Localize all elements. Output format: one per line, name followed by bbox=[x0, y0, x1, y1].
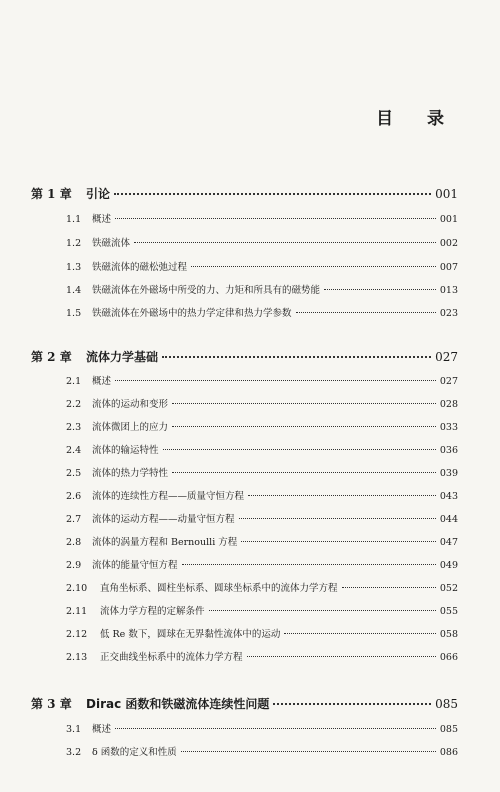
section-title: 概述 bbox=[92, 376, 112, 387]
section-title: 铁磁流体 bbox=[92, 238, 131, 249]
dot-leader bbox=[115, 218, 436, 219]
dot-leader bbox=[115, 728, 436, 729]
dot-leader bbox=[273, 703, 431, 705]
toc-chapter-3[interactable] bbox=[31, 695, 458, 712]
section-title: 流体的运动和变形 bbox=[92, 399, 169, 410]
chapter-page: 001 bbox=[435, 187, 458, 201]
toc-section[interactable] bbox=[66, 511, 458, 525]
dot-leader bbox=[241, 541, 436, 542]
section-number: 1.2 bbox=[66, 238, 82, 249]
section-title: 铁磁流体在外磁场中的热力学定律和热力学参数 bbox=[92, 308, 292, 319]
chapter-title: 引论 bbox=[86, 187, 111, 201]
section-number: 2.12 bbox=[66, 629, 88, 640]
section-page: 044 bbox=[439, 514, 458, 525]
section-number: 3.2 bbox=[66, 747, 82, 758]
section-number: 2.4 bbox=[66, 445, 82, 456]
dot-leader bbox=[191, 266, 436, 267]
dot-leader bbox=[163, 449, 436, 450]
toc-chapter-2[interactable] bbox=[31, 348, 458, 365]
dot-leader bbox=[239, 518, 436, 519]
toc-section[interactable] bbox=[66, 419, 458, 433]
chapter-number: 第 2 章 bbox=[31, 350, 72, 364]
section-number: 2.8 bbox=[66, 537, 82, 548]
section-title: 流体的连续性方程——质量守恒方程 bbox=[92, 491, 245, 502]
section-page: 086 bbox=[439, 747, 458, 758]
toc-section[interactable] bbox=[66, 465, 458, 479]
section-page: 039 bbox=[439, 468, 458, 479]
toc-section[interactable] bbox=[66, 373, 458, 387]
chapter-title: Dirac 函数和铁磁流体连续性问题 bbox=[86, 697, 270, 711]
section-number: 1.4 bbox=[66, 285, 82, 296]
section-title: 正交曲线坐标系中的流体力学方程 bbox=[100, 652, 243, 663]
section-number: 2.9 bbox=[66, 560, 82, 571]
section-number: 2.6 bbox=[66, 491, 82, 502]
dot-leader bbox=[209, 610, 436, 611]
dot-leader bbox=[248, 495, 436, 496]
dot-leader bbox=[284, 633, 436, 634]
section-page: 043 bbox=[439, 491, 458, 502]
dot-leader bbox=[342, 587, 436, 588]
dot-leader bbox=[324, 289, 436, 290]
toc-section[interactable] bbox=[66, 649, 458, 663]
toc-section[interactable] bbox=[66, 557, 458, 571]
chapter-page: 085 bbox=[435, 697, 458, 711]
toc-section[interactable] bbox=[66, 603, 458, 617]
toc-section[interactable] bbox=[66, 211, 458, 225]
section-number: 2.2 bbox=[66, 399, 82, 410]
section-number: 2.3 bbox=[66, 422, 82, 433]
section-number: 1.3 bbox=[66, 262, 82, 273]
toc-section[interactable] bbox=[66, 580, 458, 594]
section-title: δ 函数的定义和性质 bbox=[92, 747, 177, 758]
section-title: 流体力学方程的定解条件 bbox=[100, 606, 205, 617]
toc-section[interactable] bbox=[66, 282, 458, 296]
dot-leader bbox=[172, 472, 436, 473]
toc-section[interactable] bbox=[66, 626, 458, 640]
toc-title: 目 录 bbox=[376, 109, 458, 129]
section-number: 1.5 bbox=[66, 308, 82, 319]
section-title: 流体的能量守恒方程 bbox=[92, 560, 178, 571]
section-page: 001 bbox=[439, 214, 458, 225]
toc-section[interactable] bbox=[66, 305, 458, 319]
dot-leader bbox=[114, 193, 431, 195]
toc-section[interactable] bbox=[66, 744, 458, 758]
toc-section[interactable] bbox=[66, 488, 458, 502]
section-page: 027 bbox=[439, 376, 458, 387]
section-number: 2.7 bbox=[66, 514, 82, 525]
toc-chapter-1[interactable] bbox=[31, 185, 458, 202]
dot-leader bbox=[172, 403, 436, 404]
toc-section[interactable] bbox=[66, 534, 458, 548]
toc-section[interactable] bbox=[66, 721, 458, 735]
section-number: 2.1 bbox=[66, 376, 82, 387]
toc-section[interactable] bbox=[66, 235, 458, 249]
section-page: 085 bbox=[439, 724, 458, 735]
section-title: 流体微团上的应力 bbox=[92, 422, 169, 433]
section-page: 023 bbox=[439, 308, 458, 319]
dot-leader bbox=[134, 242, 436, 243]
section-title: 流体的输运特性 bbox=[92, 445, 159, 456]
dot-leader bbox=[162, 356, 431, 358]
section-page: 033 bbox=[439, 422, 458, 433]
chapter-number: 第 3 章 bbox=[31, 697, 72, 711]
section-title: 低 Re 数下，圆球在无界黏性流体中的运动 bbox=[100, 629, 281, 640]
section-page: 028 bbox=[439, 399, 458, 410]
dot-leader bbox=[247, 656, 436, 657]
toc-section[interactable] bbox=[66, 259, 458, 273]
section-title: 铁磁流体的磁松弛过程 bbox=[92, 262, 188, 273]
dot-leader bbox=[182, 564, 436, 565]
section-page: 049 bbox=[439, 560, 458, 571]
section-page: 052 bbox=[439, 583, 458, 594]
section-page: 047 bbox=[439, 537, 458, 548]
section-number: 3.1 bbox=[66, 724, 82, 735]
section-number: 2.5 bbox=[66, 468, 82, 479]
section-number: 1.1 bbox=[66, 214, 82, 225]
section-number: 2.13 bbox=[66, 652, 88, 663]
chapter-number: 第 1 章 bbox=[31, 187, 72, 201]
section-page: 055 bbox=[439, 606, 458, 617]
section-title: 铁磁流体在外磁场中所受的力、力矩和所具有的磁势能 bbox=[92, 285, 321, 296]
dot-leader bbox=[296, 312, 436, 313]
section-title: 流体的运动方程——动量守恒方程 bbox=[92, 514, 235, 525]
toc-section[interactable] bbox=[66, 442, 458, 456]
section-page: 007 bbox=[439, 262, 458, 273]
section-page: 036 bbox=[439, 445, 458, 456]
section-title: 流体的涡量方程和 Bernoulli 方程 bbox=[92, 537, 238, 548]
section-title: 流体的热力学特性 bbox=[92, 468, 169, 479]
section-title: 概述 bbox=[92, 214, 112, 225]
section-page: 013 bbox=[439, 285, 458, 296]
chapter-title: 流体力学基础 bbox=[86, 350, 159, 364]
dot-leader bbox=[181, 751, 436, 752]
section-page: 002 bbox=[439, 238, 458, 249]
dot-leader bbox=[115, 380, 436, 381]
section-title: 概述 bbox=[92, 724, 112, 735]
toc-section[interactable] bbox=[66, 396, 458, 410]
dot-leader bbox=[172, 426, 436, 427]
section-number: 2.11 bbox=[66, 606, 88, 617]
section-page: 058 bbox=[439, 629, 458, 640]
section-title: 直角坐标系、圆柱坐标系、圆球坐标系中的流体力学方程 bbox=[100, 583, 338, 594]
chapter-page: 027 bbox=[435, 350, 458, 364]
section-number: 2.10 bbox=[66, 583, 88, 594]
section-page: 066 bbox=[439, 652, 458, 663]
